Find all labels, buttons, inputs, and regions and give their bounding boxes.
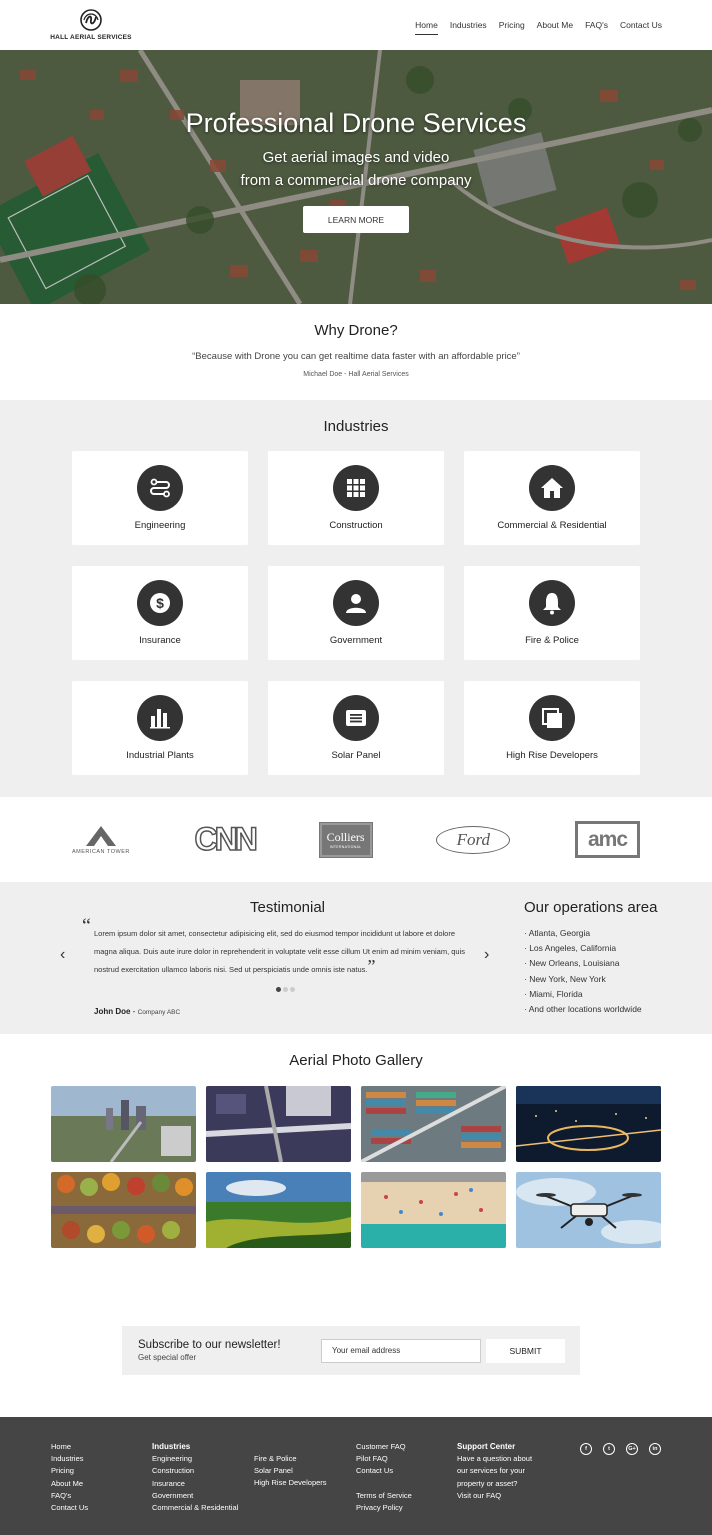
linkedin-icon[interactable]: in [649, 1443, 661, 1455]
footer-link-solar-panel[interactable]: Solar Panel [254, 1466, 293, 1476]
colliers-subtext: INTERNATIONAL [329, 845, 362, 849]
testimonial-operations-section [0, 882, 712, 1034]
gallery-photo-beach[interactable] [361, 1172, 506, 1248]
colliers-text: Colliers [326, 830, 365, 844]
industry-label: Engineering [134, 520, 186, 531]
industry-label: Construction [329, 520, 383, 531]
industries-title: Industries [323, 418, 389, 435]
client-logos [0, 797, 712, 882]
newsletter-title: Subscribe to our newsletter! [138, 1339, 281, 1351]
newsletter-text [138, 1339, 321, 1362]
operations-item: · And other locations worldwide [524, 1004, 642, 1015]
newsletter-section [0, 1289, 712, 1417]
footer-support-line: property or asset? [457, 1478, 518, 1488]
footer-link-faqs[interactable]: FAQ's [51, 1490, 72, 1500]
twitter-icon[interactable]: t [603, 1443, 615, 1455]
industry-label: Solar Panel [331, 750, 381, 761]
newsletter-subtitle: Get special offer [138, 1353, 197, 1362]
author-name: John Doe [94, 1007, 131, 1016]
colliers-box [320, 823, 372, 857]
chevron-left-icon[interactable]: ‹ [60, 946, 66, 963]
footer-help-column [356, 1441, 412, 1514]
testimonial-text [82, 915, 478, 979]
operations-item: · Miami, Florida [524, 988, 583, 999]
hero-subtitle-line2: from a commercial drone company [240, 171, 472, 189]
gallery-photo-drone[interactable] [516, 1172, 661, 1248]
footer-support-column [457, 1441, 532, 1502]
american-tower-text: AMERICAN TOWER [72, 848, 130, 855]
testimonial-title: Testimonial [249, 899, 326, 916]
why-author: Michael Doe - Hall Aerial Services [303, 371, 409, 378]
amc-text: amc [575, 821, 640, 858]
close-quote-icon: ” [367, 956, 376, 976]
industry-card-solar-panel[interactable] [268, 681, 444, 775]
person-icon [333, 580, 379, 626]
footer-link-pilot-faq[interactable]: Pilot FAQ [356, 1454, 388, 1464]
gallery-photo-green-fields[interactable] [206, 1172, 351, 1248]
main-nav [415, 16, 662, 35]
footer-link-industries[interactable]: Industries [51, 1454, 84, 1464]
bell-icon [529, 580, 575, 626]
industry-card-industrial-plants[interactable] [72, 681, 248, 775]
author-separator: - [130, 1007, 138, 1016]
industry-card-insurance[interactable] [72, 566, 248, 660]
home-icon [529, 465, 575, 511]
footer-link-high-rise-developers[interactable]: High Rise Developers [254, 1478, 327, 1488]
footer-industries-column-2 [254, 1453, 327, 1490]
industry-label: Commercial & Residential [497, 520, 607, 531]
svg-text:$: $ [156, 595, 164, 611]
hall-logo-icon [80, 9, 102, 31]
footer-industries-column [152, 1441, 238, 1514]
industry-label: Industrial Plants [126, 750, 194, 761]
industry-card-high-rise-developers[interactable] [464, 681, 640, 775]
footer-link-terms[interactable]: Terms of Service [356, 1490, 412, 1500]
grid-icon [333, 465, 379, 511]
newsletter-box [122, 1326, 580, 1375]
footer-link-pricing[interactable]: Pricing [51, 1466, 74, 1476]
footer-link-about-me[interactable]: About Me [51, 1478, 84, 1488]
why-drone-section [0, 304, 712, 400]
copy-icon [529, 695, 575, 741]
footer-nav-column [51, 1441, 88, 1514]
brand-logo[interactable] [50, 9, 132, 41]
footer-link-visit-faq[interactable]: Visit our FAQ [457, 1490, 502, 1500]
aerial-photo-gallery [0, 1034, 712, 1289]
footer-link-contact[interactable]: Contact Us [356, 1466, 394, 1476]
industry-label: Insurance [139, 635, 181, 646]
list-icon [333, 695, 379, 741]
bar-chart-icon [137, 695, 183, 741]
footer-support-heading: Support Center [457, 1442, 516, 1451]
facebook-icon[interactable]: f [580, 1443, 592, 1455]
email-input[interactable] [321, 1339, 481, 1363]
amc-logo [575, 821, 640, 858]
colliers-logo [320, 823, 372, 857]
open-quote-icon: “ [82, 915, 91, 937]
hero-title: Professional Drone Services [185, 108, 527, 138]
gallery-photo-autumn-forest[interactable] [51, 1172, 196, 1248]
industry-label: High Rise Developers [506, 750, 598, 761]
carousel-dot[interactable] [290, 987, 295, 992]
submit-button[interactable]: SUBMIT [486, 1339, 565, 1363]
why-title: Why Drone? [314, 322, 398, 339]
chevron-right-icon[interactable]: › [484, 946, 490, 963]
nav-faqs[interactable]: FAQ's [585, 19, 608, 30]
brand-name: HALL AERIAL SERVICES [50, 34, 132, 41]
cnn-logo [195, 821, 255, 858]
learn-more-button[interactable]: LEARN MORE [303, 206, 409, 233]
footer-link-home[interactable]: Home [51, 1442, 72, 1451]
footer-link-contact-us[interactable]: Contact Us [51, 1503, 89, 1513]
footer-link-customer-faq[interactable]: Customer FAQ [356, 1442, 406, 1451]
hero-subtitle [241, 147, 472, 192]
american-tower-logo [72, 825, 130, 855]
operations-item: · New Orleans, Louisiana [524, 958, 620, 969]
nav-about-me[interactable]: About Me [536, 19, 574, 30]
footer-link-government[interactable]: Government [152, 1490, 194, 1500]
ford-logo [436, 826, 510, 854]
carousel-dots [276, 987, 295, 992]
site-header [0, 0, 712, 50]
tower-icon [83, 825, 119, 847]
gallery-photo-shipping-containers[interactable] [361, 1086, 506, 1162]
industry-card-fire-police[interactable] [464, 566, 640, 660]
industry-card-construction[interactable] [268, 451, 444, 545]
carousel-dot[interactable] [276, 987, 281, 992]
nav-pricing[interactable]: Pricing [498, 19, 525, 30]
gallery-title: Aerial Photo Gallery [289, 1052, 423, 1069]
footer-support-line: Have a question about [457, 1454, 533, 1464]
industry-card-commercial-residential[interactable] [464, 451, 640, 545]
testimonial-carousel [0, 882, 520, 1034]
operations-area [520, 882, 657, 1034]
operations-title: Our operations area [524, 899, 658, 916]
ford-text: Ford [436, 826, 510, 854]
hero-banner [0, 50, 712, 304]
industries-grid [72, 451, 712, 775]
testimonial-body: Lorem ipsum dolor sit amet, consectetur adipisicing elit, sed do eiusmod tempor incididunt ut labore et dolore magna aliqua. Duis aute irure dolor in reprehenderit in voluptate velit esse cillum Ut enim ad minim veniam, quis nostrud exercitation ullamco laboris nisi. Sed ut perspiciatis unde omnis iste natus. [94, 929, 466, 974]
footer-link-construction[interactable]: Construction [152, 1466, 195, 1476]
author-company: Company ABC [137, 1009, 181, 1016]
footer-link-fire-police[interactable]: Fire & Police [254, 1454, 297, 1463]
dollar-icon [137, 580, 183, 626]
operations-item: · New York, New York [524, 973, 606, 984]
footer-link-privacy[interactable]: Privacy Policy [356, 1502, 403, 1512]
why-quote: “Because with Drone you can get realtime data faster with an affordable price” [192, 351, 520, 362]
testimonial-author [94, 1007, 180, 1016]
cnn-text: CNN [194, 821, 255, 857]
industry-label: Government [329, 635, 383, 646]
footer-support-line: our services for your [457, 1466, 525, 1476]
footer-link-engineering[interactable]: Engineering [152, 1454, 193, 1464]
nav-contact-us[interactable]: Contact Us [619, 19, 662, 30]
gallery-grid [51, 1086, 712, 1248]
gallery-photo-intersection[interactable] [206, 1086, 351, 1162]
industry-card-government[interactable] [268, 566, 444, 660]
hero-subtitle-line1: Get aerial images and video [262, 149, 450, 166]
route-icon [137, 465, 183, 511]
industries-section [0, 400, 712, 797]
industry-label: Fire & Police [525, 635, 579, 646]
operations-item: · Los Angeles, California [524, 943, 617, 954]
operations-list [524, 926, 657, 1017]
site-footer [0, 1417, 712, 1535]
gallery-photo-city-skyline[interactable] [51, 1086, 196, 1162]
operations-item: · Atlanta, Georgia [524, 928, 591, 938]
nav-industries[interactable]: Industries [449, 19, 487, 30]
footer-link-insurance[interactable]: Insurance [152, 1478, 185, 1488]
footer-link-commercial-residential[interactable]: Commercial & Residential [152, 1503, 239, 1513]
gallery-photo-night-highway[interactable] [516, 1086, 661, 1162]
industry-card-engineering[interactable] [72, 451, 248, 545]
carousel-dot[interactable] [283, 987, 288, 992]
social-links [580, 1443, 661, 1455]
google-plus-icon[interactable]: G+ [626, 1443, 638, 1455]
nav-home[interactable]: Home [415, 16, 438, 35]
footer-industries-heading: Industries [152, 1442, 191, 1451]
